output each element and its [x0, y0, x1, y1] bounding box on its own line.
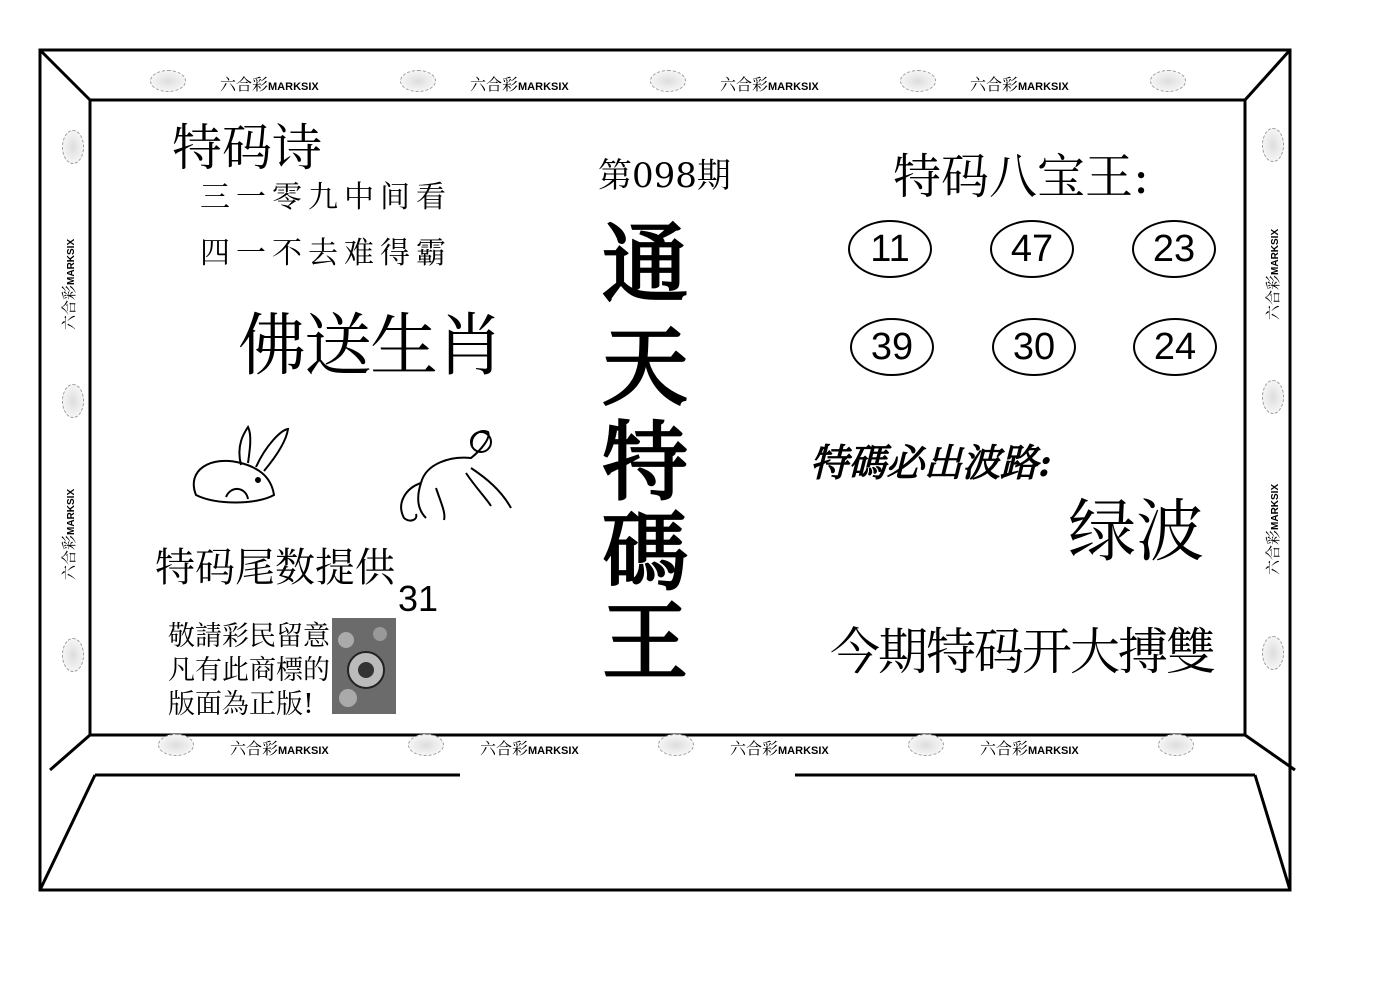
watermark-oval: [62, 638, 84, 672]
watermark-top: 六合彩MARKSIX: [970, 75, 1069, 94]
wave-label: 特碼必出波路:: [810, 440, 1053, 485]
notice-line-2: 凡有此商標的: [168, 655, 330, 686]
notice-line-3: 版面為正版!: [168, 689, 314, 720]
watermark-oval: [908, 734, 944, 756]
monkey-icon: [396, 428, 516, 528]
watermark-oval: [400, 70, 436, 92]
notice-line-1: 敬請彩民留意: [168, 621, 330, 652]
rabbit-icon: [186, 425, 296, 510]
watermark-right: 六合彩MARKSIX: [1264, 228, 1282, 320]
slogan: 今期特码开大搏雙: [830, 623, 1214, 681]
watermark-oval: [650, 70, 686, 92]
center-title-char-2: 天: [602, 317, 688, 418]
watermark-oval: [1150, 70, 1186, 92]
watermark-bottom: 六合彩MARKSIX: [480, 739, 579, 758]
eight-treasure-title: 特码八宝王:: [893, 149, 1150, 205]
watermark-right: 六合彩MARKSIX: [1264, 483, 1282, 575]
watermark-top: 六合彩MARKSIX: [720, 75, 819, 94]
center-title-char-1: 通: [602, 214, 688, 315]
center-title-char-3: 特: [602, 412, 688, 513]
watermark-bottom: 六合彩MARKSIX: [980, 739, 1079, 758]
number-ball: 30: [992, 318, 1076, 376]
center-title-char-4: 碼: [602, 502, 688, 603]
zodiac-hint: 佛送生肖: [238, 307, 503, 386]
number-ball: 11: [848, 220, 932, 278]
poem-title: 特码诗: [172, 119, 322, 177]
watermark-oval: [1262, 380, 1284, 414]
number-ball: 23: [1132, 220, 1216, 278]
watermark-oval: [900, 70, 936, 92]
number-ball: 39: [850, 318, 934, 376]
watermark-oval: [150, 70, 186, 92]
watermark-top: 六合彩MARKSIX: [220, 75, 319, 94]
watermark-left: 六合彩MARKSIX: [60, 488, 78, 580]
notice: [168, 620, 330, 722]
watermark-bottom: 六合彩MARKSIX: [730, 739, 829, 758]
poem-line-2: 四一不去难得霸: [200, 236, 452, 271]
watermark-oval: [658, 734, 694, 756]
number-ball: 24: [1133, 318, 1217, 376]
wave-value: 绿波: [1068, 493, 1205, 572]
watermark-oval: [1262, 128, 1284, 162]
watermark-bottom: 六合彩MARKSIX: [230, 739, 329, 758]
watermark-oval: [408, 734, 444, 756]
tail-number: 31: [398, 578, 439, 619]
center-title-char-5: 王: [602, 592, 688, 693]
poem-line-1: 三一零九中间看: [200, 180, 452, 215]
watermark-oval: [1262, 636, 1284, 670]
issue-number: 第098期: [598, 156, 731, 196]
watermark-top: 六合彩MARKSIX: [470, 75, 569, 94]
trademark-stamp: [332, 618, 396, 714]
number-ball: 47: [990, 220, 1074, 278]
watermark-oval: [1158, 734, 1194, 756]
watermark-oval: [158, 734, 194, 756]
tail-label: 特码尾数提供: [155, 545, 395, 591]
watermark-oval: [62, 130, 84, 164]
watermark-oval: [62, 384, 84, 418]
watermark-left: 六合彩MARKSIX: [60, 238, 78, 330]
